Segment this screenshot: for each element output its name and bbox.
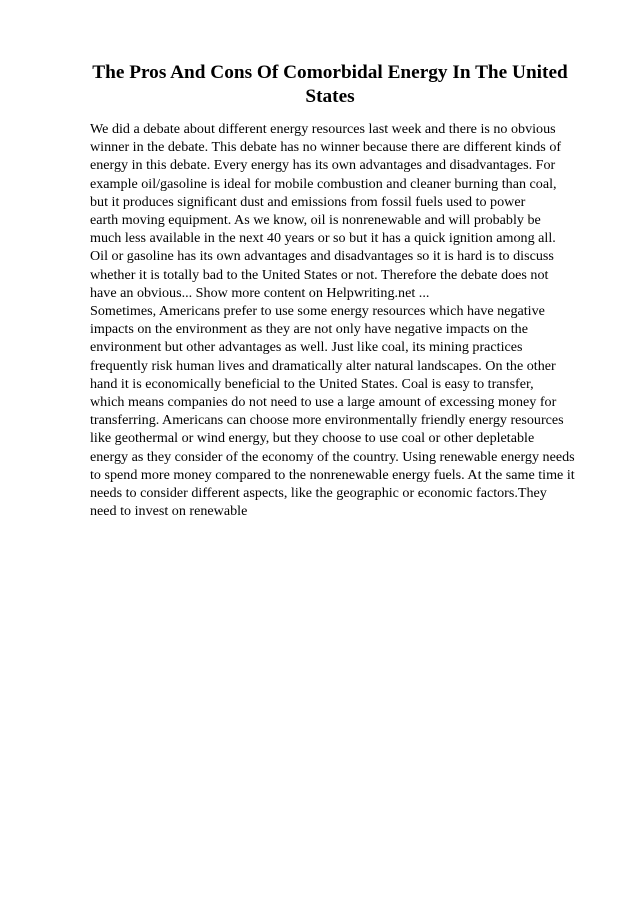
- body-line: Oil or gasoline has its own advantages and disadvantages so it is hard is to discuss: [90, 248, 554, 265]
- title-line: States: [305, 86, 355, 107]
- body-line: We did a debate about different energy resources last week and there is no obvious: [90, 121, 556, 137]
- body-line: need to invest on renewable: [90, 503, 248, 520]
- body-line: impacts on the environment as they are not only have negative impacts on the: [90, 321, 528, 338]
- body-line: earth moving equipment. As we know, oil is nonrenewable and will probably be: [90, 212, 541, 229]
- body-line: energy in this debate. Every energy has its own advantages and disadvantages. For: [90, 157, 556, 174]
- document-title: [60, 61, 600, 109]
- body-line: which means companies do not need to use a large amount of excessing money for: [90, 394, 557, 411]
- body-line: to spend more money compared to the nonrenewable energy fuels. At the same time it: [90, 466, 575, 483]
- body-line: but it produces significant dust and emissions from fossil fuels used to power: [90, 193, 526, 210]
- body-line: transferring. Americans can choose more environmentally friendly energy resources: [90, 412, 564, 429]
- body-line: frequently risk human lives and dramatically alter natural landscapes. On the other: [90, 357, 556, 374]
- body-line: environment but other advantages as well. Just like coal, its mining practices: [90, 339, 523, 356]
- body-line: like geothermal or wind energy, but they choose to use coal or other depletable: [90, 430, 535, 447]
- body-line: energy as they consider of the economy of the country. Using renewable energy needs: [90, 448, 575, 465]
- body-line: winner in the debate. This debate has no winner because there are different kinds of: [90, 139, 562, 156]
- body-line: hand it is economically beneficial to the United States. Coal is easy to transfer,: [90, 375, 534, 392]
- title-line: The Pros And Cons Of Comorbidal Energy In The United: [92, 62, 568, 83]
- body-line: example oil/gasoline is ideal for mobile combustion and cleaner burning than coal,: [90, 175, 557, 192]
- document-body: [90, 120, 600, 520]
- body-line: much less available in the next 40 years or so but it has a quick ignition among all.: [90, 230, 556, 247]
- body-line: needs to consider different aspects, like the geographic or economic factors.They: [90, 485, 547, 502]
- body-line: whether it is totally bad to the United States or not. Therefore the debate does not: [90, 266, 549, 283]
- body-line: Sometimes, Americans prefer to use some energy resources which have negative: [90, 303, 545, 320]
- body-line: have an obvious... Show more content on Helpwriting.net ...: [90, 284, 430, 301]
